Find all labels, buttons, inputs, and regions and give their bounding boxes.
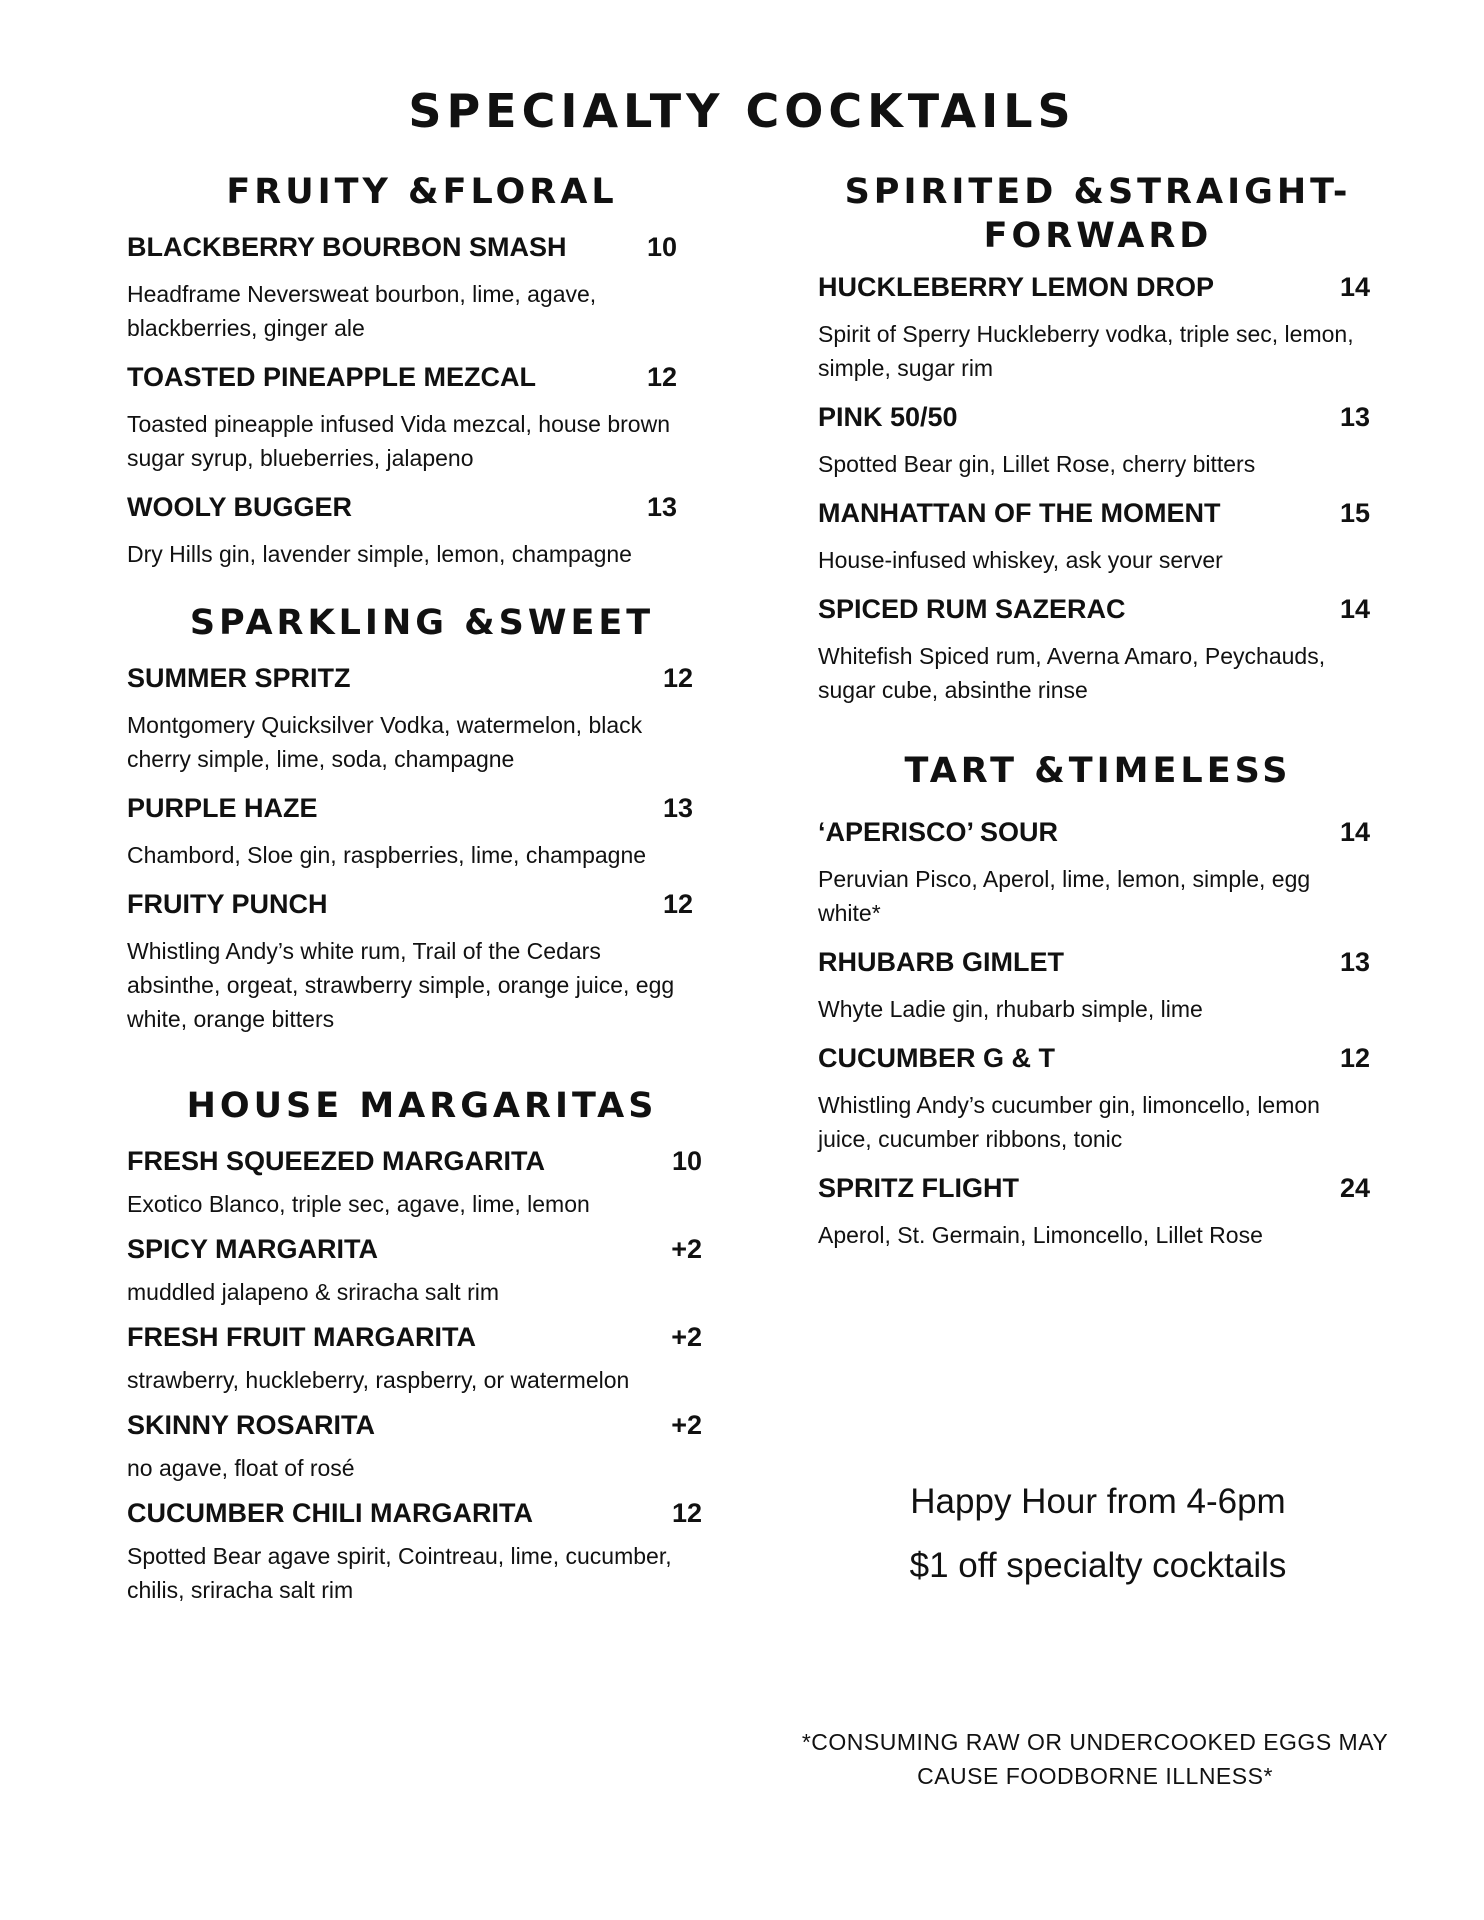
- item-price: 13: [662, 793, 693, 823]
- item-description: Headframe Neversweat bourbon, lime, agave, blackberries, ginger ale: [127, 281, 597, 341]
- item-name: MANHATTAN OF THE MOMENT: [818, 498, 1221, 528]
- item-price: 10: [671, 1146, 702, 1176]
- menu-item: [127, 1408, 717, 1485]
- menu-item: [127, 887, 717, 1036]
- item-name: FRESH FRUIT MARGARITA: [127, 1322, 476, 1352]
- item-name: FRESH SQUEEZED MARGARITA: [127, 1146, 546, 1176]
- item-name: CUCUMBER CHILI MARGARITA: [127, 1498, 533, 1528]
- item-description: Whistling Andy’s white rum, Trail of the Cedars absinthe, orgeat, strawberry simple, orange juice, egg white, orange bitters: [127, 938, 675, 1032]
- menu-item: [818, 496, 1378, 577]
- item-description: Spotted Bear gin, Lillet Rose, cherry bitters: [818, 451, 1256, 477]
- section-title: SPARKLING &SWEET: [189, 603, 655, 643]
- item-description: Chambord, Sloe gin, raspberries, lime, champagne: [127, 842, 647, 868]
- item-price: +2: [671, 1410, 702, 1440]
- item-price: 12: [646, 362, 677, 392]
- item-name: FRUITY PUNCH: [127, 889, 328, 919]
- menu-item: [818, 815, 1378, 930]
- menu-item: [127, 360, 717, 475]
- item-price: 13: [646, 492, 677, 522]
- item-price: 24: [1339, 1173, 1370, 1203]
- item-description: Exotico Blanco, triple sec, agave, lime, lemon: [127, 1191, 590, 1217]
- item-description: Spirit of Sperry Huckleberry vodka, triple sec, lemon, simple, sugar rim: [818, 321, 1354, 381]
- menu-item: [818, 270, 1378, 385]
- item-description: Spotted Bear agave spirit, Cointreau, lime, cucumber, chilis, sriracha salt rim: [127, 1543, 672, 1603]
- menu-item: [127, 1232, 717, 1309]
- section-spirited-straight-forward: [818, 170, 1378, 707]
- menu-item: [818, 945, 1378, 1026]
- menu-item: [127, 791, 717, 872]
- item-price: 15: [1339, 498, 1370, 528]
- menu-item: [818, 1171, 1378, 1252]
- menu-item: [127, 230, 717, 345]
- item-name: SUMMER SPRITZ: [127, 663, 351, 693]
- section-tart-timeless: [818, 749, 1378, 1252]
- section-title: TART &TIMELESS: [904, 751, 1292, 791]
- item-description: Aperol, St. Germain, Limoncello, Lillet Rose: [818, 1222, 1263, 1248]
- item-price: 10: [646, 232, 677, 262]
- section-fruity-floral: [127, 170, 717, 571]
- happy-hour-offer: $1 off specialty cocktails: [909, 1546, 1287, 1585]
- item-price: 13: [1339, 402, 1370, 432]
- item-name: BLACKBERRY BOURBON SMASH: [127, 232, 567, 262]
- item-name: WOOLY BUGGER: [127, 492, 353, 522]
- happy-hour: [818, 1470, 1378, 1598]
- section-title: HOUSE MARGARITAS: [186, 1086, 658, 1126]
- section-title-line: FORWARD: [983, 216, 1213, 256]
- item-price: 14: [1339, 817, 1370, 847]
- item-name: PINK 50/50: [818, 402, 958, 432]
- item-description: Dry Hills gin, lavender simple, lemon, champagne: [127, 541, 632, 567]
- item-price: +2: [671, 1234, 702, 1264]
- item-name: SPICED RUM SAZERAC: [818, 594, 1126, 624]
- page-title: SPECIALTY COCKTAILS: [408, 84, 1076, 138]
- item-price: +2: [671, 1322, 702, 1352]
- notice-line: CAUSE FOODBORNE ILLNESS*: [917, 1763, 1273, 1789]
- raw-egg-notice: [800, 1725, 1390, 1793]
- menu-item: [127, 1144, 717, 1221]
- left-column: [127, 170, 717, 1618]
- item-description: House-infused whiskey, ask your server: [818, 547, 1223, 573]
- item-price: 12: [662, 663, 693, 693]
- menu-item: [127, 1320, 717, 1397]
- item-name: CUCUMBER G & T: [818, 1043, 1055, 1073]
- item-description: muddled jalapeno & sriracha salt rim: [127, 1279, 500, 1305]
- item-name: PURPLE HAZE: [127, 793, 318, 823]
- item-name: SPRITZ FLIGHT: [818, 1173, 1019, 1203]
- menu-item: [127, 1496, 717, 1607]
- section-sparkling-sweet: [127, 601, 717, 1036]
- right-column: [818, 170, 1378, 1267]
- menu-item: [818, 1041, 1378, 1156]
- item-description: Whitefish Spiced rum, Averna Amaro, Peychauds, sugar cube, absinthe rinse: [818, 643, 1326, 703]
- item-name: SPICY MARGARITA: [127, 1234, 379, 1264]
- item-description: Peruvian Pisco, Aperol, lime, lemon, simple, egg white*: [818, 866, 1311, 926]
- item-name: RHUBARB GIMLET: [818, 947, 1064, 977]
- item-price: 14: [1339, 594, 1370, 624]
- item-description: strawberry, huckleberry, raspberry, or watermelon: [127, 1367, 630, 1393]
- menu-item: [127, 490, 717, 571]
- item-description: Whistling Andy’s cucumber gin, limoncello, lemon juice, cucumber ribbons, tonic: [818, 1092, 1320, 1152]
- menu-item: [127, 661, 717, 776]
- section-title-line: SPIRITED &STRAIGHT-: [844, 172, 1352, 212]
- happy-hour-time: Happy Hour from 4-6pm: [910, 1482, 1286, 1521]
- item-name: ‘APERISCO’ SOUR: [818, 817, 1059, 847]
- item-description: Toasted pineapple infused Vida mezcal, house brown sugar syrup, blueberries, jalapeno: [127, 411, 670, 471]
- section-title: FRUITY &FLORAL: [226, 172, 618, 212]
- item-description: Whyte Ladie gin, rhubarb simple, lime: [818, 996, 1203, 1022]
- item-name: SKINNY ROSARITA: [127, 1410, 376, 1440]
- item-price: 12: [1339, 1043, 1370, 1073]
- menu-item: [818, 592, 1378, 707]
- section-title: [818, 170, 1378, 258]
- notice-line: *CONSUMING RAW OR UNDERCOOKED EGGS MAY: [801, 1729, 1389, 1755]
- menu-item: [818, 400, 1378, 481]
- item-name: TOASTED PINEAPPLE MEZCAL: [127, 362, 537, 392]
- item-price: 14: [1339, 272, 1370, 302]
- item-name: HUCKLEBERRY LEMON DROP: [818, 272, 1215, 302]
- item-description: no agave, float of rosé: [127, 1455, 355, 1481]
- item-price: 12: [671, 1498, 702, 1528]
- item-description: Montgomery Quicksilver Vodka, watermelon, black cherry simple, lime, soda, champagne: [127, 712, 643, 772]
- item-price: 12: [662, 889, 693, 919]
- item-price: 13: [1339, 947, 1370, 977]
- section-house-margaritas: [127, 1084, 717, 1607]
